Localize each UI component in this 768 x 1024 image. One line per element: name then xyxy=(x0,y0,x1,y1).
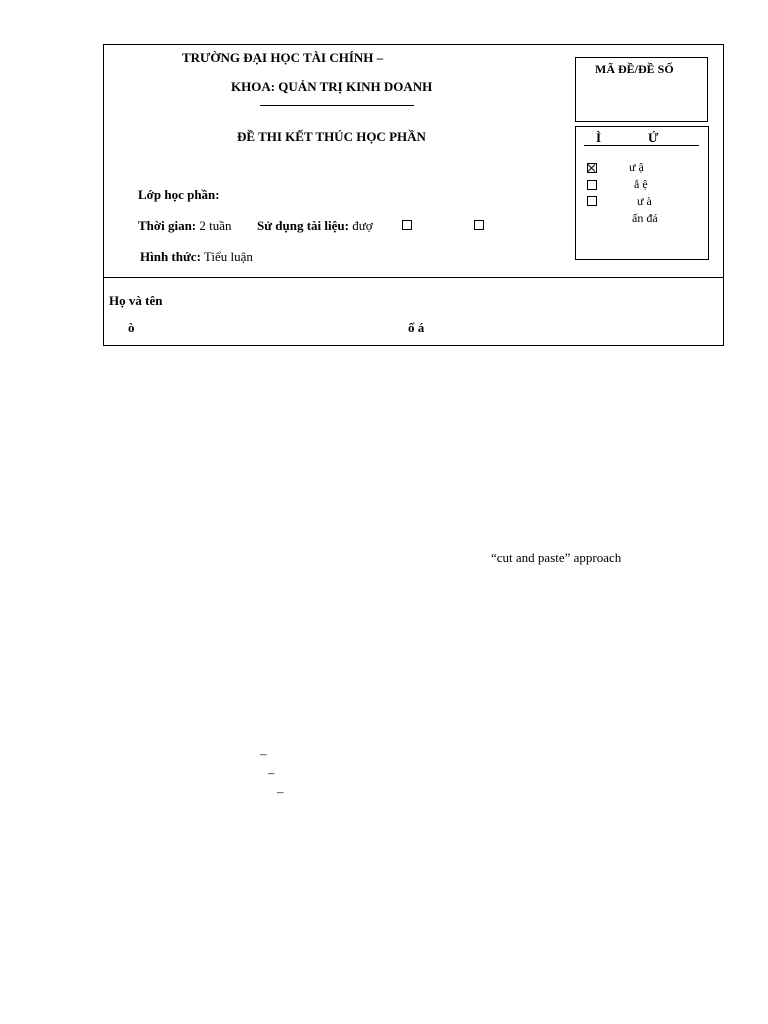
duration-label: Thời gian: xyxy=(138,218,197,233)
dash-2: – xyxy=(268,765,275,780)
supervision-heading-right: Ứ xyxy=(648,130,659,145)
cut-and-paste-text: “cut and paste” approach xyxy=(491,550,622,565)
dash-3: – xyxy=(277,784,284,799)
supervision-heading-left: Ì xyxy=(596,130,602,145)
materials-allowed-checkbox[interactable] xyxy=(402,220,412,230)
exam-code-label: MÃ ĐỀ/ĐỀ SỐ xyxy=(595,62,674,76)
university-name: TRƯỜNG ĐẠI HỌC TÀI CHÍNH – xyxy=(182,50,384,65)
format-value: Tiểu luận xyxy=(203,249,253,264)
dash-1: – xyxy=(260,746,267,761)
class-label: Lớp học phần: xyxy=(138,187,220,202)
student-row2-left: ò xyxy=(128,320,135,335)
student-name-label: Họ và tên xyxy=(109,293,163,308)
format-line xyxy=(140,249,253,265)
option-2-label: ắ ệ xyxy=(634,177,648,191)
materials-line xyxy=(257,218,373,234)
supervision-box xyxy=(575,126,709,260)
option-2-checkbox[interactable] xyxy=(587,180,597,190)
header-divider xyxy=(103,277,724,278)
supervision-underline xyxy=(584,145,699,146)
option-1-checkbox[interactable] xyxy=(587,163,597,173)
exam-title: ĐỀ THI KẾT THÚC HỌC PHẦN xyxy=(237,129,426,144)
option-1-label: ư ậ xyxy=(629,160,644,174)
option-3-continuation: ấn đá xyxy=(632,211,658,225)
materials-not-allowed-checkbox[interactable] xyxy=(474,220,484,230)
faculty-name: KHOA: QUẢN TRỊ KINH DOANH xyxy=(231,79,433,94)
option-3-label: ư à xyxy=(637,194,652,208)
format-label: Hình thức: xyxy=(140,249,201,264)
faculty-underline xyxy=(260,105,414,106)
materials-label: Sử dụng tài liệu: xyxy=(257,218,349,233)
duration-line xyxy=(138,218,232,234)
option-3-checkbox[interactable] xyxy=(587,196,597,206)
duration-value: 2 tuần xyxy=(199,218,232,233)
student-row2-right: ố á xyxy=(408,320,425,335)
materials-value: đượ xyxy=(352,218,373,233)
